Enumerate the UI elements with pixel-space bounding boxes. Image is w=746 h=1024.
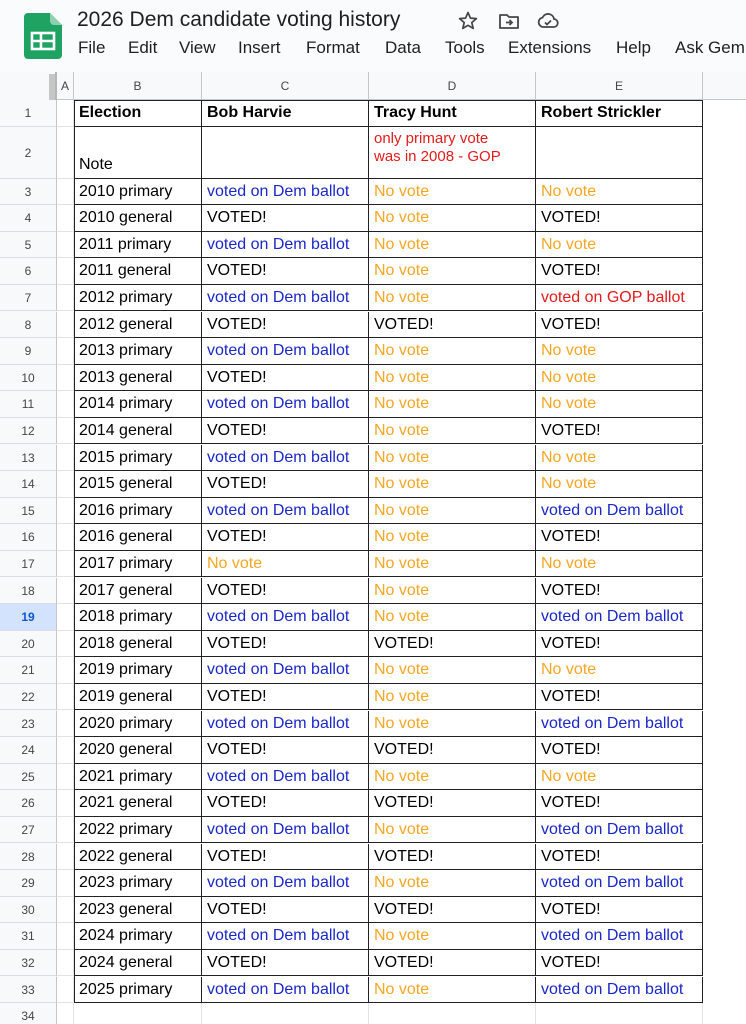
election-cell[interactable]: 2015 primary xyxy=(74,445,202,472)
cell-empty[interactable] xyxy=(57,258,74,285)
election-cell[interactable]: 2013 primary xyxy=(74,338,202,365)
bob-harvie-vote-cell[interactable]: voted on Dem ballot xyxy=(202,179,369,206)
bob-harvie-vote-cell[interactable]: voted on Dem ballot xyxy=(202,657,369,684)
election-cell[interactable]: 2016 general xyxy=(74,524,202,551)
election-cell[interactable]: 2022 primary xyxy=(74,817,202,844)
bob-harvie-vote-cell[interactable]: VOTED! xyxy=(202,844,369,871)
election-cell[interactable]: 2023 general xyxy=(74,897,202,924)
robert-strickler-vote-cell[interactable]: voted on Dem ballot xyxy=(536,977,703,1004)
election-cell[interactable]: 2024 primary xyxy=(74,923,202,950)
robert-strickler-vote-cell[interactable]: VOTED! xyxy=(536,684,703,711)
row-header[interactable]: 19 xyxy=(0,604,57,631)
document-title[interactable]: 2026 Dem candidate voting history xyxy=(77,8,401,31)
cell-empty[interactable] xyxy=(57,127,74,179)
row-header[interactable]: 22 xyxy=(0,684,57,711)
tracy-hunt-vote-cell[interactable]: No vote xyxy=(369,471,536,498)
menu-extensions[interactable]: Extensions xyxy=(508,38,592,57)
row-header[interactable]: 2 xyxy=(0,127,57,179)
cell-empty[interactable] xyxy=(57,923,74,950)
robert-strickler-vote-cell[interactable]: VOTED! xyxy=(536,418,703,445)
tracy-hunt-vote-cell[interactable]: No vote xyxy=(369,977,536,1004)
tracy-hunt-vote-cell[interactable]: No vote xyxy=(369,365,536,392)
row-header[interactable]: 3 xyxy=(0,179,57,206)
menu-edit[interactable]: Edit xyxy=(128,38,158,57)
bob-harvie-vote-cell[interactable]: VOTED! xyxy=(202,258,369,285)
bob-harvie-vote-cell[interactable]: voted on Dem ballot xyxy=(202,711,369,738)
row-header[interactable]: 11 xyxy=(0,391,57,418)
tracy-hunt-vote-cell[interactable]: No vote xyxy=(369,657,536,684)
cell-empty[interactable] xyxy=(57,684,74,711)
election-cell[interactable]: 2019 primary xyxy=(74,657,202,684)
row-header[interactable]: 31 xyxy=(0,923,57,950)
row-headers xyxy=(0,100,57,1024)
tracy-hunt-vote-cell[interactable]: No vote xyxy=(369,498,536,525)
note-cell-robert[interactable] xyxy=(536,127,703,179)
election-cell[interactable]: 2011 general xyxy=(74,258,202,285)
cell-empty[interactable] xyxy=(57,205,74,232)
cell-empty[interactable] xyxy=(369,1003,536,1024)
tracy-hunt-vote-cell[interactable]: No vote xyxy=(369,764,536,791)
cell-empty[interactable] xyxy=(57,418,74,445)
cell-empty[interactable] xyxy=(57,100,74,127)
tracy-hunt-vote-cell[interactable]: VOTED! xyxy=(369,897,536,924)
cell-empty[interactable] xyxy=(57,524,74,551)
cell-empty[interactable] xyxy=(57,790,74,817)
tracy-hunt-vote-cell[interactable]: No vote xyxy=(369,205,536,232)
row-header[interactable]: 8 xyxy=(0,312,57,339)
cell-empty[interactable] xyxy=(536,1003,703,1024)
row-header[interactable]: 14 xyxy=(0,471,57,498)
header-cell-bob-harvie[interactable]: Bob Harvie xyxy=(202,100,369,127)
move-folder-icon[interactable] xyxy=(497,9,521,33)
robert-strickler-vote-cell[interactable]: VOTED! xyxy=(536,258,703,285)
header-cell-election[interactable]: Election xyxy=(74,100,202,127)
row-header[interactable]: 15 xyxy=(0,498,57,525)
column-headers xyxy=(0,72,746,100)
tracy-hunt-vote-cell[interactable]: VOTED! xyxy=(369,950,536,977)
bob-harvie-vote-cell[interactable]: voted on Dem ballot xyxy=(202,604,369,631)
row-header[interactable]: 12 xyxy=(0,418,57,445)
row-header[interactable]: 9 xyxy=(0,338,57,365)
election-cell[interactable]: 2012 primary xyxy=(74,285,202,312)
row-header[interactable]: 10 xyxy=(0,365,57,392)
cell-empty[interactable] xyxy=(57,232,74,259)
tracy-hunt-vote-cell[interactable]: No vote xyxy=(369,232,536,259)
row-header[interactable]: 25 xyxy=(0,764,57,791)
election-cell[interactable]: 2020 primary xyxy=(74,711,202,738)
bob-harvie-vote-cell[interactable]: voted on Dem ballot xyxy=(202,923,369,950)
robert-strickler-vote-cell[interactable]: voted on Dem ballot xyxy=(536,498,703,525)
robert-strickler-vote-cell[interactable]: VOTED! xyxy=(536,312,703,339)
cell-empty[interactable] xyxy=(57,657,74,684)
tracy-hunt-vote-cell[interactable]: No vote xyxy=(369,418,536,445)
bob-harvie-vote-cell[interactable]: voted on Dem ballot xyxy=(202,445,369,472)
cell-empty[interactable] xyxy=(57,578,74,605)
bob-harvie-vote-cell[interactable]: voted on Dem ballot xyxy=(202,817,369,844)
robert-strickler-vote-cell[interactable]: VOTED! xyxy=(536,950,703,977)
bob-harvie-vote-cell[interactable]: VOTED! xyxy=(202,312,369,339)
row-header[interactable]: 28 xyxy=(0,844,57,871)
bob-harvie-vote-cell[interactable]: voted on Dem ballot xyxy=(202,338,369,365)
bob-harvie-vote-cell[interactable]: voted on Dem ballot xyxy=(202,977,369,1004)
robert-strickler-vote-cell[interactable]: No vote xyxy=(536,657,703,684)
cell-empty[interactable] xyxy=(57,179,74,206)
select-all-corner[interactable] xyxy=(0,72,57,100)
row-header[interactable]: 30 xyxy=(0,897,57,924)
robert-strickler-vote-cell[interactable]: No vote xyxy=(536,365,703,392)
election-cell[interactable]: 2012 general xyxy=(74,312,202,339)
robert-strickler-vote-cell[interactable]: voted on GOP ballot xyxy=(536,285,703,312)
robert-strickler-vote-cell[interactable]: voted on Dem ballot xyxy=(536,923,703,950)
bob-harvie-vote-cell[interactable]: VOTED! xyxy=(202,205,369,232)
robert-strickler-vote-cell[interactable]: voted on Dem ballot xyxy=(536,817,703,844)
menu-format[interactable]: Format xyxy=(306,38,360,57)
bob-harvie-vote-cell[interactable]: VOTED! xyxy=(202,365,369,392)
election-cell[interactable]: 2018 general xyxy=(74,631,202,658)
robert-strickler-vote-cell[interactable]: No vote xyxy=(536,445,703,472)
robert-strickler-vote-cell[interactable]: No vote xyxy=(536,471,703,498)
note-cell-bob[interactable] xyxy=(202,127,369,179)
cloud-saved-icon[interactable] xyxy=(536,9,560,33)
cell-empty[interactable] xyxy=(57,977,74,1004)
election-cell[interactable]: 2015 general xyxy=(74,471,202,498)
election-cell[interactable]: 2021 general xyxy=(74,790,202,817)
tracy-hunt-vote-cell[interactable]: No vote xyxy=(369,338,536,365)
row-header[interactable]: 7 xyxy=(0,285,57,312)
election-cell[interactable]: 2024 general xyxy=(74,950,202,977)
election-cell[interactable]: 2018 primary xyxy=(74,604,202,631)
cell-empty[interactable] xyxy=(57,285,74,312)
row-header[interactable]: 1 xyxy=(0,100,57,127)
menu-insert[interactable]: Insert xyxy=(238,38,281,57)
bob-harvie-vote-cell[interactable]: voted on Dem ballot xyxy=(202,232,369,259)
cell-empty[interactable] xyxy=(57,604,74,631)
menu-ask-gemini[interactable]: Ask Gem xyxy=(675,38,745,57)
cell-empty[interactable] xyxy=(57,445,74,472)
bob-harvie-vote-cell[interactable]: VOTED! xyxy=(202,578,369,605)
bob-harvie-vote-cell[interactable]: voted on Dem ballot xyxy=(202,391,369,418)
star-icon[interactable] xyxy=(456,9,480,33)
election-cell[interactable]: 2021 primary xyxy=(74,764,202,791)
cell-empty[interactable] xyxy=(57,737,74,764)
column-header-c[interactable]: C xyxy=(202,72,369,100)
tracy-hunt-vote-cell[interactable]: No vote xyxy=(369,524,536,551)
robert-strickler-vote-cell[interactable]: VOTED! xyxy=(536,737,703,764)
tracy-hunt-vote-cell[interactable]: No vote xyxy=(369,285,536,312)
menu-file[interactable]: File xyxy=(78,38,106,57)
row-header[interactable]: 6 xyxy=(0,258,57,285)
robert-strickler-vote-cell[interactable]: VOTED! xyxy=(536,790,703,817)
cell-empty[interactable] xyxy=(57,870,74,897)
row-header[interactable]: 34 xyxy=(0,1003,57,1024)
cell-empty[interactable] xyxy=(202,1003,369,1024)
bob-harvie-vote-cell[interactable]: VOTED! xyxy=(202,950,369,977)
cell-empty[interactable] xyxy=(74,1003,202,1024)
bob-harvie-vote-cell[interactable]: voted on Dem ballot xyxy=(202,498,369,525)
tracy-hunt-vote-cell[interactable]: No vote xyxy=(369,870,536,897)
row-header[interactable]: 20 xyxy=(0,631,57,658)
tracy-hunt-vote-cell[interactable]: No vote xyxy=(369,711,536,738)
tracy-hunt-vote-cell[interactable]: VOTED! xyxy=(369,737,536,764)
robert-strickler-vote-cell[interactable]: VOTED! xyxy=(536,631,703,658)
row-header[interactable]: 23 xyxy=(0,711,57,738)
row-header[interactable]: 18 xyxy=(0,578,57,605)
spreadsheet-grid xyxy=(0,72,746,1024)
robert-strickler-vote-cell[interactable]: VOTED! xyxy=(536,205,703,232)
menu-data[interactable]: Data xyxy=(385,38,421,57)
menu-help[interactable]: Help xyxy=(616,38,651,57)
note-line: was in 2008 - GOP xyxy=(374,147,501,165)
cell-empty[interactable] xyxy=(57,711,74,738)
tracy-hunt-vote-cell[interactable]: No vote xyxy=(369,551,536,578)
note-label-cell[interactable]: Note xyxy=(74,127,202,179)
cell-empty[interactable] xyxy=(57,312,74,339)
row-header[interactable]: 17 xyxy=(0,551,57,578)
bob-harvie-vote-cell[interactable]: voted on Dem ballot xyxy=(202,764,369,791)
row-header[interactable]: 5 xyxy=(0,232,57,259)
row-header[interactable]: 26 xyxy=(0,790,57,817)
cell-empty[interactable] xyxy=(57,365,74,392)
tracy-hunt-vote-cell[interactable]: VOTED! xyxy=(369,631,536,658)
election-cell[interactable]: 2017 primary xyxy=(74,551,202,578)
election-cell[interactable]: 2014 primary xyxy=(74,391,202,418)
tracy-hunt-vote-cell[interactable]: No vote xyxy=(369,258,536,285)
cell-empty[interactable] xyxy=(57,391,74,418)
robert-strickler-vote-cell[interactable]: voted on Dem ballot xyxy=(536,604,703,631)
row-header[interactable]: 13 xyxy=(0,445,57,472)
tracy-hunt-vote-cell[interactable]: VOTED! xyxy=(369,844,536,871)
row-header[interactable]: 32 xyxy=(0,950,57,977)
tracy-hunt-vote-cell[interactable]: No vote xyxy=(369,923,536,950)
robert-strickler-vote-cell[interactable]: voted on Dem ballot xyxy=(536,711,703,738)
row-header[interactable]: 24 xyxy=(0,737,57,764)
row-header[interactable]: 21 xyxy=(0,657,57,684)
tracy-hunt-vote-cell[interactable]: VOTED! xyxy=(369,312,536,339)
column-header-e[interactable]: E xyxy=(536,72,703,100)
tracy-hunt-vote-cell[interactable]: VOTED! xyxy=(369,790,536,817)
tracy-hunt-vote-cell[interactable]: No vote xyxy=(369,684,536,711)
election-cell[interactable]: 2010 primary xyxy=(74,179,202,206)
robert-strickler-vote-cell[interactable]: VOTED! xyxy=(536,578,703,605)
election-cell[interactable]: 2011 primary xyxy=(74,232,202,259)
robert-strickler-vote-cell[interactable]: No vote xyxy=(536,338,703,365)
frozen-divider[interactable] xyxy=(49,74,55,100)
cell-empty[interactable] xyxy=(57,551,74,578)
column-header-a[interactable]: A xyxy=(57,72,74,100)
election-cell[interactable]: 2014 general xyxy=(74,418,202,445)
bob-harvie-vote-cell[interactable]: voted on Dem ballot xyxy=(202,285,369,312)
robert-strickler-vote-cell[interactable]: No vote xyxy=(536,391,703,418)
bob-harvie-vote-cell[interactable]: VOTED! xyxy=(202,737,369,764)
bob-harvie-vote-cell[interactable]: VOTED! xyxy=(202,524,369,551)
tracy-hunt-vote-cell[interactable]: No vote xyxy=(369,817,536,844)
bob-harvie-vote-cell[interactable]: VOTED! xyxy=(202,897,369,924)
row-header[interactable]: 27 xyxy=(0,817,57,844)
election-cell[interactable]: 2025 primary xyxy=(74,977,202,1004)
bob-harvie-vote-cell[interactable]: VOTED! xyxy=(202,684,369,711)
cell-empty[interactable] xyxy=(57,844,74,871)
cell-empty[interactable] xyxy=(57,817,74,844)
election-cell[interactable]: 2020 general xyxy=(74,737,202,764)
cell-empty[interactable] xyxy=(57,1003,74,1024)
header-cell-tracy-hunt[interactable]: Tracy Hunt xyxy=(369,100,536,127)
menu-view[interactable]: View xyxy=(179,38,216,57)
robert-strickler-vote-cell[interactable]: voted on Dem ballot xyxy=(536,870,703,897)
row-header[interactable]: 29 xyxy=(0,870,57,897)
bob-harvie-vote-cell[interactable]: VOTED! xyxy=(202,631,369,658)
election-cell[interactable]: 2013 general xyxy=(74,365,202,392)
sheets-logo-icon[interactable] xyxy=(24,13,62,59)
election-cell[interactable]: 2016 primary xyxy=(74,498,202,525)
election-cell[interactable]: 2017 general xyxy=(74,578,202,605)
tracy-hunt-vote-cell[interactable]: No vote xyxy=(369,604,536,631)
robert-strickler-vote-cell[interactable]: No vote xyxy=(536,179,703,206)
bob-harvie-vote-cell[interactable]: VOTED! xyxy=(202,418,369,445)
menu-tools[interactable]: Tools xyxy=(445,38,485,57)
tracy-hunt-vote-cell[interactable]: No vote xyxy=(369,391,536,418)
column-header-d[interactable]: D xyxy=(369,72,536,100)
cell-empty[interactable] xyxy=(57,471,74,498)
robert-strickler-vote-cell[interactable]: No vote xyxy=(536,551,703,578)
robert-strickler-vote-cell[interactable]: No vote xyxy=(536,232,703,259)
tracy-hunt-vote-cell[interactable]: No vote xyxy=(369,179,536,206)
tracy-hunt-vote-cell[interactable]: No vote xyxy=(369,445,536,472)
column-header-b[interactable]: B xyxy=(74,72,202,100)
bob-harvie-vote-cell[interactable]: No vote xyxy=(202,551,369,578)
robert-strickler-vote-cell[interactable]: VOTED! xyxy=(536,897,703,924)
bob-harvie-vote-cell[interactable]: voted on Dem ballot xyxy=(202,870,369,897)
cell-empty[interactable] xyxy=(57,338,74,365)
cell-empty[interactable] xyxy=(57,950,74,977)
election-cell[interactable]: 2023 primary xyxy=(74,870,202,897)
tracy-hunt-vote-cell[interactable]: No vote xyxy=(369,578,536,605)
bob-harvie-vote-cell[interactable]: VOTED! xyxy=(202,790,369,817)
row-header[interactable]: 4 xyxy=(0,205,57,232)
row-header[interactable]: 16 xyxy=(0,524,57,551)
note-line: only primary vote xyxy=(374,129,489,147)
header-cell-robert-strickler[interactable]: Robert Strickler xyxy=(536,100,703,127)
row-header[interactable]: 33 xyxy=(0,977,57,1004)
cell-area xyxy=(57,100,746,1024)
cell-empty[interactable] xyxy=(57,631,74,658)
robert-strickler-vote-cell[interactable]: VOTED! xyxy=(536,844,703,871)
robert-strickler-vote-cell[interactable]: No vote xyxy=(536,764,703,791)
cell-empty[interactable] xyxy=(57,764,74,791)
election-cell[interactable]: 2019 general xyxy=(74,684,202,711)
cell-empty[interactable] xyxy=(57,498,74,525)
note-cell-tracy[interactable] xyxy=(369,127,536,179)
app-header xyxy=(0,0,746,72)
election-cell[interactable]: 2022 general xyxy=(74,844,202,871)
cell-empty[interactable] xyxy=(57,897,74,924)
robert-strickler-vote-cell[interactable]: VOTED! xyxy=(536,524,703,551)
bob-harvie-vote-cell[interactable]: VOTED! xyxy=(202,471,369,498)
election-cell[interactable]: 2010 general xyxy=(74,205,202,232)
